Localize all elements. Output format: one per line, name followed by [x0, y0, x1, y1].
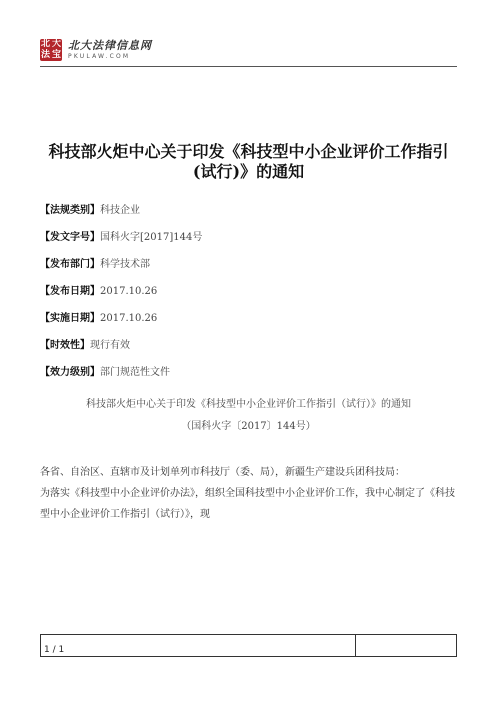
seal-char: 大 [51, 39, 61, 49]
document-title: 科技部火炬中心关于印发《科技型中小企业评价工作指引(试行)》的通知 [48, 142, 449, 181]
meta-label: 【发布部门】 [40, 259, 100, 270]
document-reference: （国科火字〔2017〕144号） [181, 421, 316, 432]
seal-char: 宝 [51, 50, 61, 60]
footer-left-cell [41, 635, 356, 656]
brand-name: 北大法律信息网 [68, 38, 152, 52]
paragraph-main: 为落实《科技型中小企业评价办法》，组织全国科技型中小企业评价工作，我中心制定了《科技型中小企业评价工作指引（试行）》，现 [40, 488, 455, 520]
meta-value: 科技企业 [100, 205, 140, 216]
meta-value: 部门规范性文件 [100, 367, 170, 378]
meta-issue-date [40, 285, 460, 312]
meta-label: 【实施日期】 [40, 313, 100, 324]
meta-value: 科学技术部 [100, 259, 150, 270]
page-number: 1 / 1 [44, 645, 65, 655]
meta-doc-number [40, 231, 460, 258]
meta-label: 【法规类别】 [40, 205, 100, 216]
brand-domain: PKULAW.COM [68, 52, 131, 60]
meta-value: 现行有效 [90, 340, 130, 351]
brand [68, 40, 152, 61]
meta-label: 【发布日期】 [40, 286, 100, 297]
meta-value: 国科火字[2017]144号 [100, 232, 203, 243]
meta-issuer [40, 258, 460, 285]
meta-label: 【时效性】 [40, 340, 90, 351]
page-footer [40, 634, 457, 657]
site-logo [40, 38, 152, 62]
meta-effective-date [40, 312, 460, 339]
meta-value: 2017.10.26 [100, 286, 158, 297]
metadata-list [40, 204, 460, 393]
meta-level [40, 366, 460, 393]
meta-value: 2017.10.26 [100, 313, 158, 324]
meta-label: 【效力级别】 [40, 367, 100, 378]
header-rule [40, 66, 457, 67]
footer-right-cell [356, 635, 456, 656]
paragraph-recipients: 各省、自治区、直辖市及计划单列市科技厅（委、局），新疆生产建设兵团科技局： [40, 467, 405, 478]
meta-validity [40, 339, 460, 366]
meta-category [40, 204, 460, 231]
document-body [40, 462, 457, 525]
seal-char: 北 [40, 39, 50, 49]
meta-label: 【发文字号】 [40, 232, 100, 243]
seal-char: 法 [40, 50, 50, 60]
document-heading: 科技部火炬中心关于印发《科技型中小企业评价工作指引（试行）》的通知 [86, 399, 411, 410]
seal-logo [40, 39, 62, 61]
